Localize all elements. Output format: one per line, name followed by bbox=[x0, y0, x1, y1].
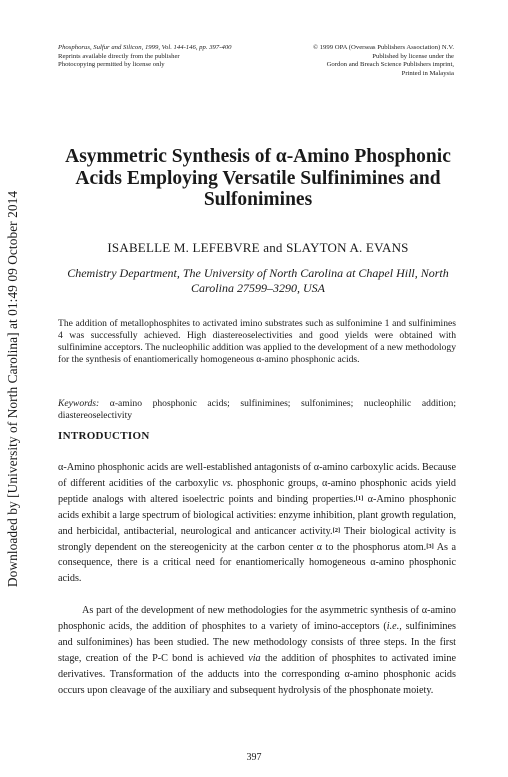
copyright-block bbox=[313, 44, 454, 78]
section-heading: INTRODUCTION bbox=[58, 430, 150, 442]
p2-ie: i.e., bbox=[386, 620, 402, 632]
p1-vs: vs. bbox=[222, 477, 234, 489]
affiliation-line-1: Chemistry Department, The University of North Carolina at Chapel Hill, North bbox=[67, 266, 449, 280]
keywords bbox=[58, 398, 456, 422]
photocopy-line: Photocopying permitted by license only bbox=[58, 61, 165, 69]
p2-text-a: As part of the development of new methodologies for the asymmetric synthesis of α-amino phosphonic acids, the addition of phosphites to a variety of imino-acceptors ( bbox=[58, 605, 456, 632]
title-line-2: Acids Employing Versatile Sulfinimines and bbox=[75, 167, 441, 189]
keywords-text: α-amino phosphonic acids; sulfinimines; sulfonimines; nucleophilic addition; diastereoselectivity bbox=[58, 398, 456, 421]
reference-1: [1] bbox=[355, 494, 364, 502]
reprint-line: Reprints available directly from the publisher bbox=[58, 52, 180, 60]
p1-text-c: α-Amino phosphonic acids exhibit a large spectrum of biological activities: enzyme inhibition, plant growth regulation, and herbicidal, antibacterial, neurological and anticancer activity. bbox=[58, 493, 456, 537]
author-list: ISABELLE M. LEFEBVRE and SLAYTON A. EVANS bbox=[107, 240, 409, 255]
title-line-3: Sulfonimines bbox=[203, 189, 313, 210]
citation-line: Phosphorus, Sulfur and Silicon, 1999, Vol. 144-146, pp. 397-400 bbox=[58, 44, 232, 51]
copyright-line: © 1999 OPA (Overseas Publishers Association) N.V. bbox=[312, 44, 454, 51]
paragraph-2 bbox=[58, 603, 456, 698]
article-title bbox=[56, 146, 460, 211]
p2-via: via bbox=[248, 652, 261, 664]
abstract: The addition of metallophosphites to activated imino substrates such as sulfonimine 1 and sulfinimines 4 was successfully achieved. High diastereoselectivities and good yields were obtained with sulfinimine acceptors. The nucleophilic addition was applied to the development of a new methodology for the synthesis of enantiomerically homogeneous α-amino phosphonic acids. bbox=[58, 318, 456, 365]
keywords-label: Keywords: bbox=[58, 398, 100, 409]
p1-text-d: Their biological activity is strongly dependent on the stereogenicity at the carbon center α to the phosphorus atom. bbox=[58, 525, 456, 553]
download-notice: Downloaded by [University of North Carolina] at 01:49 09 October 2014 bbox=[5, 190, 21, 587]
printed-line: Printed in Malaysia bbox=[401, 69, 454, 77]
imprint-line: Gordon and Breach Science Publishers imprint, bbox=[326, 61, 454, 69]
page-number: 397 bbox=[246, 752, 262, 763]
affiliation-line-2: Carolina 27599–3290, USA bbox=[191, 281, 325, 295]
download-watermark bbox=[0, 0, 28, 777]
reference-3: [3] bbox=[426, 542, 434, 550]
p1-text-a: α-Amino phosphonic acids are well-established antagonists of α-amino carboxylic acids. Because of different acidities of the carboxylic bbox=[58, 462, 456, 489]
p2-text-c: the addition of phosphites to activated imine derivatives. Transformation of the adducts into the corresponding α-amino phosphonic acids occurs upon cleavage of the auxiliary and subsequent hydrolysis of the phosphonate moiety. bbox=[58, 652, 456, 696]
journal-citation bbox=[58, 44, 232, 70]
p2-text-b: sulfinimines and sulfonimines) has been studied. The new methodology consists of three steps. In the first stage, creation of the P-C bond is achieved bbox=[58, 620, 457, 664]
paragraph-1 bbox=[58, 460, 456, 587]
p1-text-b: phosphonic groups, α-amino phosphonic acids yield peptide analogs with altered isoelectric points and binding properties. bbox=[58, 477, 456, 505]
reference-2: [2] bbox=[332, 526, 341, 534]
p1-text-e: As a consequence, there is a critical need for enantiomerically homogeneous α-amino phosphonic acids. bbox=[58, 541, 457, 585]
license-line: Published by license under the bbox=[372, 52, 454, 60]
title-line-1: Asymmetric Synthesis of α-Amino Phosphonic bbox=[65, 146, 451, 167]
affiliation bbox=[56, 266, 460, 296]
